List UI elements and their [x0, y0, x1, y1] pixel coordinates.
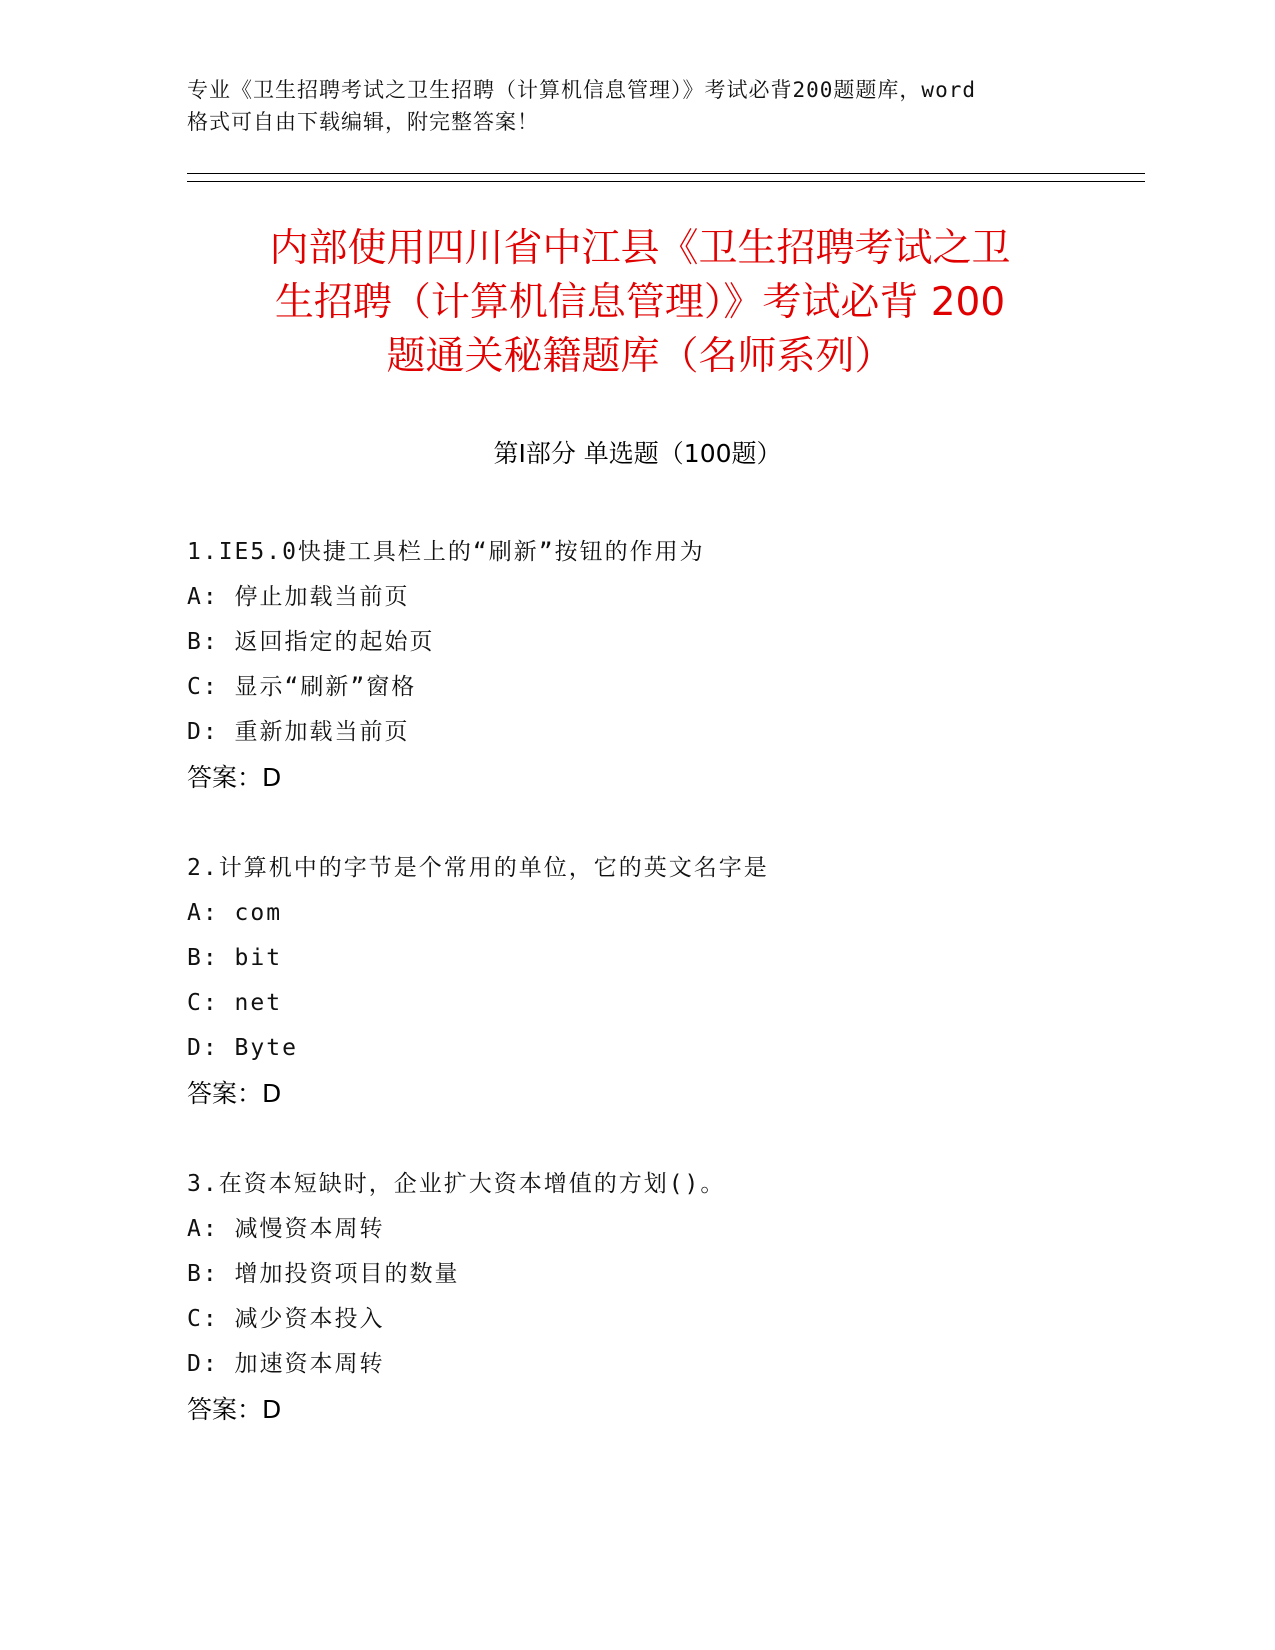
title-line: 生招聘（计算机信息管理）》考试必背 200: [274, 280, 1006, 325]
option-c: C: net: [187, 990, 283, 1016]
header-note-line: 格式可自由下载编辑，附完整答案！: [187, 110, 539, 134]
header-note-line: 专业《卫生招聘考试之卫生招聘（计算机信息管理）》考试必背200题题库，word: [187, 78, 976, 102]
answer: 答案：D: [187, 1395, 282, 1424]
option-b: B: 返回指定的起始页: [187, 629, 435, 655]
question-item: [187, 846, 1137, 1116]
option-a: A: 减慢资本周转: [187, 1216, 385, 1242]
answer: 答案：D: [187, 763, 282, 792]
question-stem: 2.计算机中的字节是个常用的单位，它的英文名字是: [187, 855, 769, 881]
question-item: [187, 530, 1137, 800]
title-line: 内部使用四川省中江县《卫生招聘考试之卫: [269, 226, 1011, 271]
option-b: B: bit: [187, 945, 283, 971]
option-d: D: 加速资本周转: [187, 1351, 385, 1377]
answer: 答案：D: [187, 1079, 282, 1108]
option-a: A: com: [187, 900, 283, 926]
option-d: D: 重新加载当前页: [187, 719, 410, 745]
option-c: C: 减少资本投入: [187, 1306, 385, 1332]
question-stem: 3.在资本短缺时，企业扩大资本增值的方划()。: [187, 1171, 726, 1197]
option-b: B: 增加投资项目的数量: [187, 1261, 460, 1287]
divider-line: [187, 181, 1145, 182]
section-heading: 第Ⅰ部分 单选题（100题）: [493, 439, 782, 468]
question-list: [187, 530, 1137, 1478]
question-stem: 1.IE5.0快捷工具栏上的“刷新”按钮的作用为: [187, 539, 705, 565]
option-d: D: Byte: [187, 1035, 298, 1061]
header-note: [187, 74, 1087, 138]
option-a: A: 停止加载当前页: [187, 584, 410, 610]
option-c: C: 显示“刷新”窗格: [187, 674, 417, 700]
divider-line: [187, 173, 1145, 174]
question-item: [187, 1162, 1137, 1432]
document-title: [160, 222, 1120, 384]
title-line: 题通关秘籍题库（名师系列）: [386, 334, 894, 379]
